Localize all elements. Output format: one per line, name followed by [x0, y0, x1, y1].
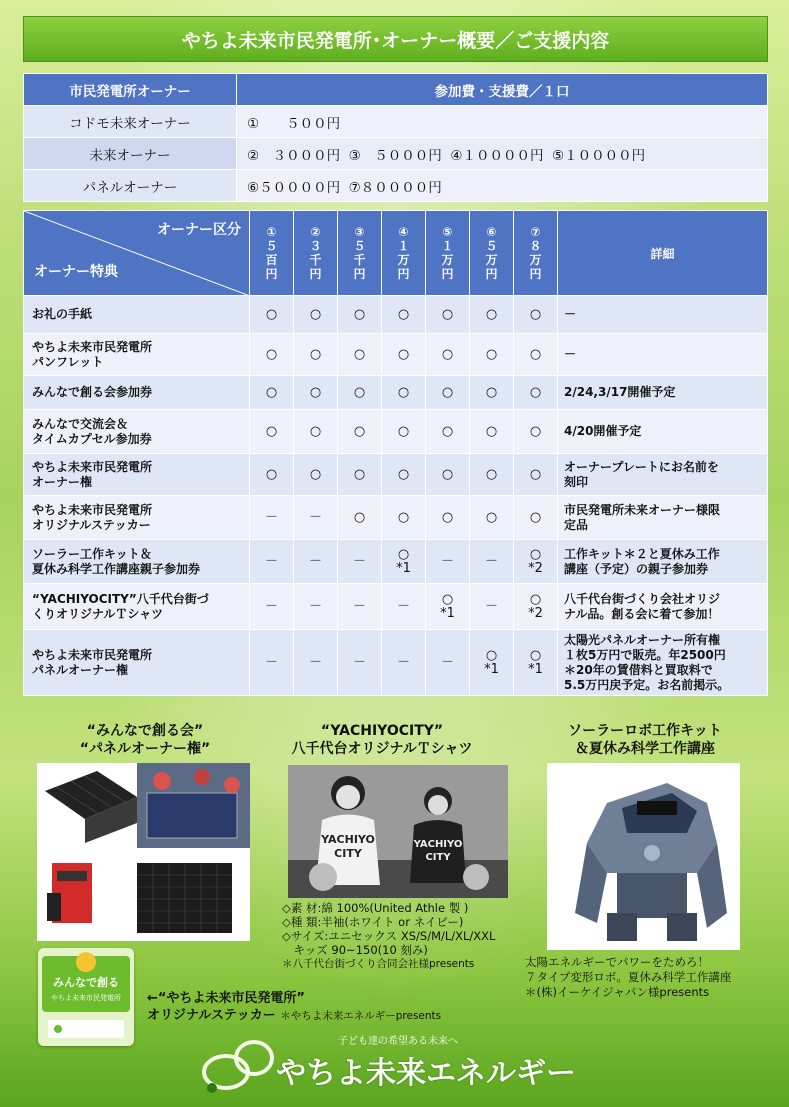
benefit-name: [24, 410, 250, 454]
benefit-row: [24, 334, 768, 376]
benefit-name-line: タイムカプセル参加券: [32, 431, 152, 446]
benefit-detail-line: オーナープレートにお名前を: [564, 459, 719, 474]
benefit-detail-line: １枚5万円で販売。年2500円: [564, 647, 726, 662]
benefit-detail-line: 八千代台街づくり会社オリジ: [564, 591, 721, 606]
benefit-mark: ○: [382, 376, 426, 410]
benefit-name-line: 夏休み科学工作講座親子参加券: [32, 561, 201, 576]
column-header-char: 円: [529, 267, 542, 281]
benefit-mark: －: [338, 584, 382, 630]
benefit-name-line: パンフレット: [32, 354, 104, 369]
benefit-mark: －: [294, 496, 338, 540]
panel-photo-collage: [37, 763, 250, 941]
column-header-char: 円: [397, 267, 410, 281]
benefit-mark: ○: [250, 296, 294, 334]
benefit-name-line: パネルオーナー権: [32, 662, 129, 677]
owner-fee: ⑥５００００円 ⑦８００００円: [237, 170, 768, 202]
benefit-detail: [558, 410, 768, 454]
benefit-mark: ○ *1: [470, 630, 514, 696]
benefit-detail-line: 定品: [564, 517, 589, 532]
tshirt-note: ◇種 類:半袖(ホワイト or ネイビー): [282, 915, 464, 929]
benefit-mark: ○: [470, 376, 514, 410]
benefit-row: [24, 584, 768, 630]
panel-caption-line1: “みんなで創る会”: [86, 723, 204, 739]
benefit-mark: ○: [294, 334, 338, 376]
benefit-mark: ○: [250, 410, 294, 454]
column-header-char: ５: [353, 239, 366, 253]
fee-row: [24, 138, 768, 170]
sticker-graphic: [38, 948, 134, 1046]
benefit-detail: [558, 296, 768, 334]
benefit-mark: ○: [514, 376, 558, 410]
benefit-mark: ○ *2: [514, 540, 558, 584]
benefit-name: [24, 454, 250, 496]
benefit-mark: ○: [514, 410, 558, 454]
sticker-label-line1: ←“やちよ未来市民発電所”: [147, 991, 305, 1006]
footer-tagline: 子ども達の希望ある未来へ: [338, 1036, 458, 1047]
benefit-mark: －: [426, 630, 470, 696]
corner-header: [24, 211, 250, 296]
benefit-mark: ○: [294, 376, 338, 410]
benefit-mark: ○: [470, 334, 514, 376]
column-header-char: １: [441, 239, 454, 253]
owner-class-column-header: [382, 211, 426, 296]
benefit-detail: [558, 334, 768, 376]
benefit-mark: ○: [514, 296, 558, 334]
fee-row: [24, 170, 768, 202]
benefit-mark: ○: [250, 376, 294, 410]
benefit-mark: ○ *1: [382, 540, 426, 584]
fee-table: [23, 73, 768, 202]
benefit-detail-line: ＊20年の賃借料と買取料で: [564, 662, 713, 677]
benefit-mark: ○: [382, 334, 426, 376]
benefit-detail-line: －: [564, 307, 577, 321]
benefit-mark: －: [470, 584, 514, 630]
benefit-row: [24, 296, 768, 334]
benefit-mark: －: [382, 584, 426, 630]
sticker-credit: ＊やちよ未来エネルギーpresents: [280, 1010, 442, 1022]
column-header-char: ⑥: [486, 225, 497, 239]
robot-caption-line1: ソーラーロボ工作キット: [568, 723, 722, 739]
column-header-char: ５: [265, 239, 278, 253]
benefit-mark: ○: [382, 296, 426, 334]
sticker-text-1: みんなで創る: [53, 976, 119, 989]
benefit-mark: ○: [250, 334, 294, 376]
benefit-mark: －: [250, 584, 294, 630]
shirt-navy-text-2: CITY: [425, 852, 451, 863]
sticker-text-2: やちよ未来市民発電所: [51, 994, 121, 1002]
benefit-name: [24, 334, 250, 376]
benefit-mark: ○: [426, 496, 470, 540]
benefit-name: [24, 584, 250, 630]
benefit-detail: [558, 454, 768, 496]
benefit-name: [24, 296, 250, 334]
benefit-name-line: みんなで創る会参加券: [32, 385, 153, 399]
benefit-detail-line: 刻印: [564, 474, 589, 489]
benefit-mark: －: [294, 584, 338, 630]
benefit-mark: －: [382, 630, 426, 696]
benefit-mark: ○: [514, 496, 558, 540]
owner-type: パネルオーナー: [24, 170, 237, 202]
column-header-char: ⑦: [530, 225, 541, 239]
column-header-char: 円: [353, 267, 366, 281]
column-header-char: １: [397, 239, 410, 253]
shirt-white-text-2: CITY: [334, 847, 362, 860]
benefit-row: [24, 540, 768, 584]
tshirt-caption: [272, 722, 492, 758]
owner-class-column-header: [338, 211, 382, 296]
benefit-mark: －: [250, 496, 294, 540]
robot-notes: [525, 955, 775, 1000]
owner-fee: ② ３０００円 ③ ５０００円 ④１００００円 ⑤１００００円: [237, 138, 768, 170]
benefit-detail-line: 5.5万円戻予定。お名前掲示。: [564, 677, 730, 692]
tshirt-photo: [288, 765, 508, 898]
benefit-mark: ○: [514, 334, 558, 376]
benefit-name: [24, 496, 250, 540]
column-header-char: ３: [309, 239, 322, 253]
benefit-mark: ○: [338, 376, 382, 410]
benefit-row: [24, 630, 768, 696]
benefit-mark: ○: [514, 454, 558, 496]
benefit-detail-line: ナル品。創る会に着て参加！: [564, 606, 720, 621]
benefit-name-line: ソーラー工作キット＆: [32, 546, 152, 561]
solar-panel-image: [37, 763, 250, 941]
robot-caption-line2: ＆夏休み科学工作講座: [575, 741, 715, 757]
benefit-mark: －: [294, 540, 338, 584]
benefit-table: [23, 210, 768, 696]
benefit-mark: ○: [338, 296, 382, 334]
robot-credit: ＊(株)イーケイジャパン様presents: [525, 985, 710, 999]
page-title: やちよ未来市民発電所･オーナー概要／ご支援内容: [23, 16, 768, 62]
benefit-mark: －: [338, 630, 382, 696]
benefit-detail-line: 太陽光パネルオーナー所有権: [564, 632, 721, 647]
benefit-mark: ○: [426, 454, 470, 496]
benefit-mark: ○ *1: [426, 584, 470, 630]
benefit-detail-line: －: [564, 347, 577, 361]
benefit-row: [24, 454, 768, 496]
shirt-white-text: YACHIYO: [321, 833, 375, 846]
column-header-char: 円: [265, 267, 278, 281]
column-header-char: 万: [397, 253, 410, 267]
benefit-name-line: やちよ未来市民発電所: [32, 647, 153, 662]
benefit-mark: ○: [426, 410, 470, 454]
robot-note: ７タイプ変形ロボ。夏休み科学工作講座: [525, 970, 732, 984]
benefit-mark: ○: [426, 376, 470, 410]
corner-bottom-label: オーナー特典: [34, 264, 118, 280]
benefit-mark: ○: [426, 334, 470, 376]
tshirt-note: キッズ 90~150(10 刻み): [282, 943, 428, 957]
benefit-mark: ○: [382, 496, 426, 540]
tshirt-caption-line2: 八千代台オリジナルＴシャツ: [291, 741, 473, 757]
benefit-name-line: やちよ未来市民発電所: [32, 502, 153, 517]
benefit-mark: ○: [470, 496, 514, 540]
robot-photo: [547, 763, 740, 950]
benefit-mark: －: [338, 540, 382, 584]
benefit-mark: ○: [470, 410, 514, 454]
benefit-mark: ○: [338, 334, 382, 376]
tshirt-note: ◇素 材:綿 100%(United Athle 製 ): [282, 901, 469, 915]
benefit-detail: [558, 540, 768, 584]
corner-top-label: オーナー区分: [157, 222, 241, 238]
benefit-name-line: やちよ未来市民発電所: [32, 339, 153, 354]
column-header-char: 万: [441, 253, 454, 267]
benefit-row: [24, 410, 768, 454]
fee-header-fee: 参加費・支援費／１口: [237, 74, 768, 106]
benefit-detail: [558, 584, 768, 630]
benefit-mark: ○: [250, 454, 294, 496]
owner-class-column-header: [470, 211, 514, 296]
benefit-name: [24, 540, 250, 584]
sticker-label: [147, 990, 527, 1025]
benefit-name: [24, 376, 250, 410]
column-header-char: ８: [529, 239, 542, 253]
benefit-name-line: くりオリジナルＴシャツ: [32, 606, 164, 621]
benefit-mark: ○: [294, 296, 338, 334]
benefit-mark: ○: [470, 296, 514, 334]
column-header-char: ③: [354, 225, 365, 239]
owner-fee: ① ５００円: [237, 106, 768, 138]
benefit-detail: [558, 496, 768, 540]
benefit-detail-line: 講座（予定）の親子参加券: [564, 561, 709, 576]
benefit-detail-line: 2/24,3/17開催予定: [564, 385, 676, 399]
benefit-mark: ○ *2: [514, 584, 558, 630]
benefit-detail: [558, 630, 768, 696]
tshirt-note: ◇サイズ:ユニセックス XS/S/M/L/XL/XXL: [282, 929, 496, 943]
panel-caption: [40, 722, 250, 758]
column-header-char: ①: [266, 225, 277, 239]
benefit-mark: －: [470, 540, 514, 584]
benefit-name-line: お礼の手紙: [32, 307, 93, 321]
benefit-mark: ○: [426, 296, 470, 334]
tshirt-caption-line1: “YACHIYOCITY”: [320, 723, 444, 739]
column-header-char: ④: [398, 225, 409, 239]
benefit-mark: ○: [382, 454, 426, 496]
benefit-mark: ○: [338, 454, 382, 496]
footer-logo-text: やちよ未来エネルギー: [276, 1056, 576, 1091]
owner-class-column-header: [294, 211, 338, 296]
panel-caption-line2: “パネルオーナー権”: [79, 741, 211, 757]
column-header-char: 千: [353, 253, 366, 267]
column-header-char: 円: [485, 267, 498, 281]
benefit-mark: ○: [382, 410, 426, 454]
benefit-name-line: オリジナルステッカー: [32, 517, 151, 532]
sticker-label-line2: オリジナルステッカー: [147, 1008, 276, 1023]
benefit-name-line: みんなで交流会＆: [32, 416, 129, 431]
benefit-mark: ○: [338, 496, 382, 540]
benefit-name-line: “YACHIYOCITY”八千代台街づ: [32, 591, 209, 606]
column-header-char: 万: [485, 253, 498, 267]
column-header-char: ②: [310, 225, 321, 239]
benefit-mark: －: [250, 630, 294, 696]
sticker-image: [38, 948, 134, 1046]
robot-caption: [540, 722, 750, 758]
benefit-mark: ○: [294, 454, 338, 496]
benefit-detail-line: 工作キット＊２と夏休み工作: [564, 546, 720, 561]
benefit-row: [24, 496, 768, 540]
benefit-name: [24, 630, 250, 696]
tshirt-notes: [282, 901, 542, 971]
owner-class-column-header: [514, 211, 558, 296]
column-header-char: ５: [485, 239, 498, 253]
column-header-char: 千: [309, 253, 322, 267]
benefit-name-line: オーナー権: [32, 474, 93, 489]
robot-note: 太陽エネルギーでパワーをためろ！: [525, 955, 709, 969]
fee-header-owner: 市民発電所オーナー: [24, 74, 237, 106]
column-header-char: 百: [265, 253, 278, 267]
footer-logo: [198, 1030, 598, 1100]
benefit-row: [24, 376, 768, 410]
fee-row: [24, 106, 768, 138]
benefit-mark: －: [250, 540, 294, 584]
solar-robot-image: [547, 763, 740, 950]
benefit-detail: [558, 376, 768, 410]
benefit-detail-line: 4/20開催予定: [564, 424, 642, 438]
column-header-char: ⑤: [442, 225, 453, 239]
benefit-mark: －: [294, 630, 338, 696]
column-header-char: 円: [309, 267, 322, 281]
column-header-char: 円: [441, 267, 454, 281]
benefit-detail-line: 市民発電所未来オーナー様限: [564, 502, 721, 517]
benefit-mark: ○: [470, 454, 514, 496]
owner-type: 未来オーナー: [24, 138, 237, 170]
benefit-name-line: やちよ未来市民発電所: [32, 459, 153, 474]
tshirt-kids-image: [288, 765, 508, 898]
benefit-mark: ○ *1: [514, 630, 558, 696]
owner-type: コドモ未来オーナー: [24, 106, 237, 138]
tshirt-credit: ＊八千代台街づくり合同会社様presents: [282, 958, 475, 970]
owner-class-column-header: [250, 211, 294, 296]
column-header-char: 万: [529, 253, 542, 267]
benefit-mark: ○: [294, 410, 338, 454]
detail-header: 詳細: [558, 211, 768, 296]
shirt-navy-text: YACHIYO: [413, 839, 463, 850]
owner-class-column-header: [426, 211, 470, 296]
benefit-mark: －: [426, 540, 470, 584]
benefit-mark: ○: [338, 410, 382, 454]
